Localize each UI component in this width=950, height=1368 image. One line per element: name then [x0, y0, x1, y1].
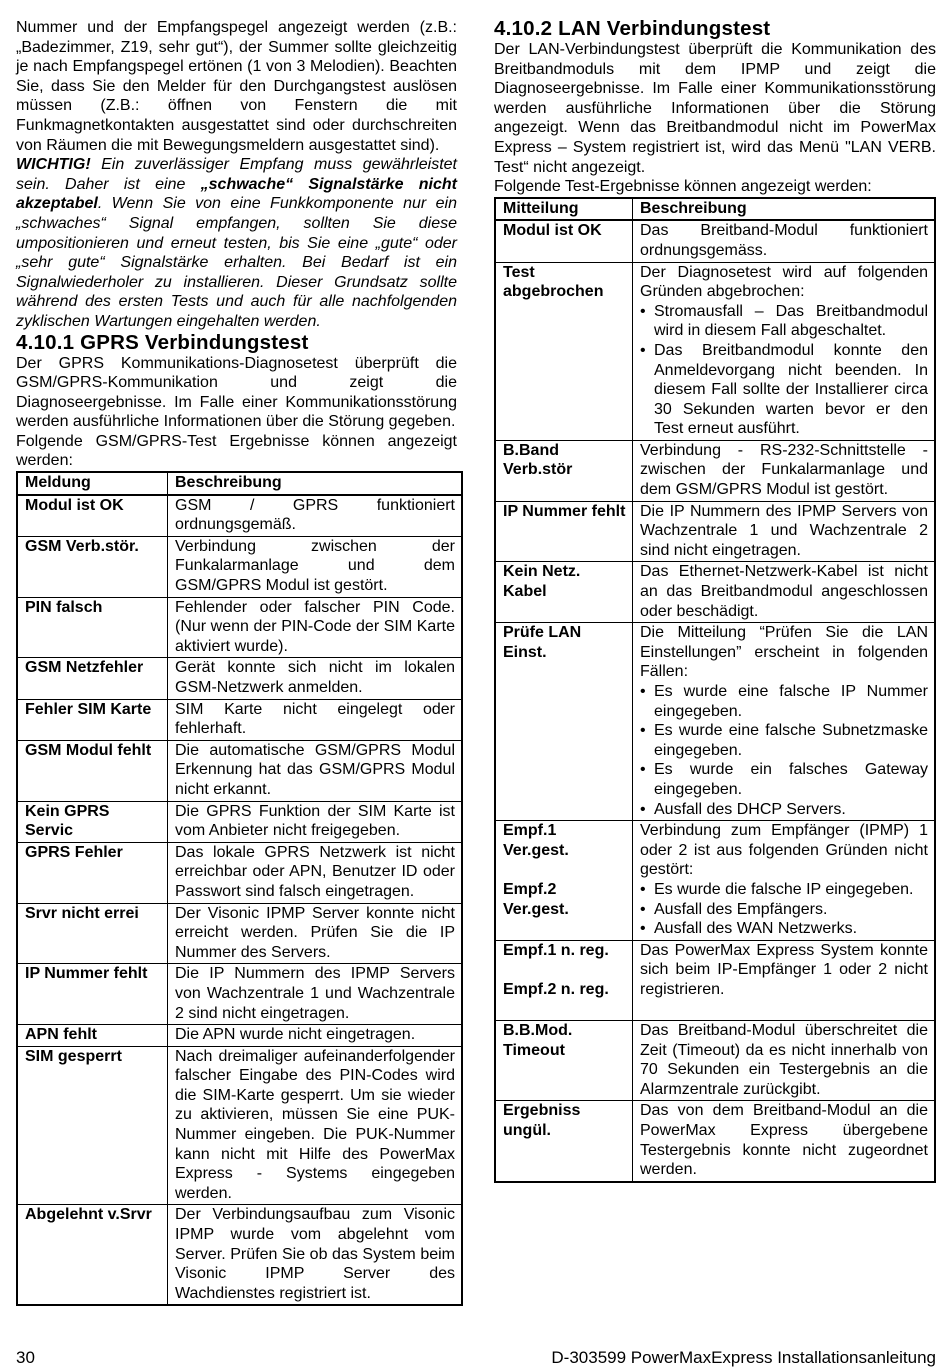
list-item: • Es wurde eine falsche IP Nummer eingegeben. [654, 682, 928, 721]
table-row [495, 821, 935, 941]
bullet-list [640, 880, 928, 939]
message-key: GSM Netzfehler [17, 658, 168, 699]
document-title: D-303599 PowerMaxExpress Installationsanleitung [551, 1348, 936, 1367]
table-row [17, 1046, 462, 1205]
column-header-mitteilung: Mitteilung [495, 198, 633, 221]
table-row [495, 262, 935, 440]
message-description: Das Breitband-Modul überschreitet die Zeit (Timeout) da es nicht innerhalb von 70 Sekunden ein Testergebnis an die Alarmzentrale zurückgibt. [633, 1021, 936, 1101]
right-column [494, 18, 936, 1183]
description-text: Verbindung zum Empfänger (IPMP) 1 oder 2 ist aus folgenden Gründen nicht gestört: [640, 822, 928, 879]
lan-description: Der LAN-Verbindungstest überprüft die Kommunikation des Breitbandmoduls mit dem IPMP und zeigt die Diagnoseergebnisse. Im Falle einer Kommunikationsstörung werden ausführliche Informationen über die Störung angezeigt. Wenn das Breitbandmodul nicht im PowerMax Express – System registriert ist, wird das Menü "LAN VERB. Test“ nicht angezeigt. [494, 41, 936, 176]
table-row [17, 699, 462, 740]
message-key: Modul ist OK [17, 495, 168, 537]
message-key: Kein GPRS Servic [17, 801, 168, 842]
description-text: Die Mitteilung “Prüfen Sie die LAN Einstellungen” erscheint in folgenden Fällen: [640, 624, 928, 681]
message-description: Die automatische GSM/GPRS Modul Erkennung hat das GSM/GPRS Modul nicht erkannt. [168, 740, 463, 801]
message-key: GPRS Fehler [17, 842, 168, 903]
table-row [495, 220, 935, 262]
section-heading-lan: 4.10.2 LAN Verbindungstest [494, 17, 771, 40]
list-item: • Es wurde ein falsches Gateway eingegeben. [654, 760, 928, 799]
list-item: • Ausfall des WAN Netzwerks. [654, 919, 928, 939]
message-key: Test abgebrochen [495, 262, 633, 440]
table-header-row [17, 472, 462, 495]
warning-label: WICHTIG! [16, 156, 91, 174]
table-row [17, 903, 462, 964]
key-spacer [503, 1000, 626, 1020]
message-key: Prüfe LAN Einst. [495, 623, 633, 821]
key-line-2: Empf.2 Ver.gest. [503, 880, 569, 918]
list-item: • Es wurde eine falsche Subnetzmaske eingegeben. [654, 721, 928, 760]
key-line-1: Empf.1 n. reg. [503, 941, 609, 959]
message-description: Die IP Nummern des IPMP Servers von Wachzentrale 1 und Wachzentrale 2 sind nicht eingetragen. [633, 501, 936, 562]
message-key: Fehler SIM Karte [17, 699, 168, 740]
key-line-1: Empf.1 Ver.gest. [503, 822, 569, 859]
table-row [17, 740, 462, 801]
description-text: Der Diagnosetest wird auf folgenden Gründen abgebrochen: [640, 263, 928, 301]
bullet-list [640, 682, 928, 819]
message-key: PIN falsch [17, 597, 168, 658]
table-row [495, 501, 935, 562]
section-heading-gprs: 4.10.1 GPRS Verbindungstest [16, 330, 309, 354]
key-line-2: Empf.2 n. reg. [503, 980, 609, 998]
message-description: Das Ethernet-Netzwerk-Kabel ist nicht an das Breitbandmodul angeschlossen oder beschädigt. [633, 562, 936, 623]
message-key: GSM Verb.stör. [17, 536, 168, 597]
message-description: SIM Karte nicht eingelegt oder fehlerhaft. [168, 699, 463, 740]
message-key [495, 821, 633, 941]
list-item: • Ausfall des Empfängers. [654, 900, 928, 920]
message-key: Srvr nicht errei [17, 903, 168, 964]
message-description: GSM / GPRS funktioniert ordnungsgemäß. [168, 495, 463, 537]
list-item: • Stromausfall – Das Breitbandmodul wird in diesem Fall abgeschaltet. [654, 302, 928, 341]
message-description: Fehlender oder falscher PIN Code. (Nur wenn der PIN-Code der SIM Karte aktiviert wurde). [168, 597, 463, 658]
table-row [495, 940, 935, 1020]
table-row [495, 1021, 935, 1101]
table-row [17, 1025, 462, 1047]
message-key: GSM Modul fehlt [17, 740, 168, 801]
message-key: Ergebniss ungül. [495, 1101, 633, 1182]
message-description: Der Verbindungsaufbau zum Visonic IPMP wurde vom abgelehnt vom Server. Prüfen Sie ob das System beim Visonic IPMP Server des Wachdienstes registriert ist. [168, 1205, 463, 1305]
lan-results-table [494, 197, 936, 1183]
message-description: Das von dem Breitband-Modul an die PowerMax Express übergebene Testergebnis konnte nicht zugeordnet werden. [633, 1101, 936, 1182]
message-description: Verbindung - RS-232-Schnittstelle - zwischen der Funkalarmanlage und dem GSM/GPRS Modul ist gestört. [633, 440, 936, 501]
table-row [17, 842, 462, 903]
message-key: IP Nummer fehlt [495, 501, 633, 562]
list-item: • Das Breitbandmodul konnte den Anmeldevorgang nicht beenden. In diesem Fall sollte der Installierer circa 30 Sekunden warten bevor er den Test erneut ausführt. [654, 341, 928, 439]
key-spacer [503, 960, 626, 980]
message-description: Die IP Nummern des IPMP Servers von Wachzentrale 1 und Wachzentrale 2 sind nicht eingetragen. [168, 964, 463, 1025]
table-row [495, 1101, 935, 1182]
column-header-meldung: Meldung [17, 472, 168, 495]
table-header-row [495, 198, 935, 221]
table-row [495, 562, 935, 623]
warning-emphasis: „schwache“ Signalstärke nicht akzeptabel [16, 175, 458, 213]
table-row [495, 623, 935, 821]
message-description: Das Breitband-Modul funktioniert ordnungsgemäss. [633, 220, 936, 262]
table-row [17, 1205, 462, 1305]
message-description: Das PowerMax Express System konnte sich beim IP-Empfänger 1 oder 2 nicht registrieren. [633, 940, 936, 1020]
warning-paragraph [16, 155, 457, 331]
message-description: Die APN wurde nicht eingetragen. [168, 1025, 463, 1047]
list-item: • Ausfall des DHCP Servers. [654, 800, 928, 820]
bullet-list [640, 302, 928, 439]
message-key: B.Band Verb.stör [495, 440, 633, 501]
message-key: IP Nummer fehlt [17, 964, 168, 1025]
message-description [633, 821, 936, 941]
column-header-beschreibung: Beschreibung [633, 198, 936, 221]
message-key: B.B.Mod. Timeout [495, 1021, 633, 1101]
message-key: Kein Netz. Kabel [495, 562, 633, 623]
table-row [17, 801, 462, 842]
message-description: Der Visonic IPMP Server konnte nicht erreicht werden. Prüfen Sie die IP Nummer des Servers. [168, 903, 463, 964]
intro-paragraph: Nummer und der Empfangspegel angezeigt werden (z.B.: „Badezimmer, Z19, sehr gut“), der Summer sollte gleichzeitig je nach Empfangspegel ertönen (1 von 3 Melodien). Beachten Sie, dass Sie den Melder für den Durchgangstest auslösen müssen (Z.B.: öffnen von Fenstern die mit Funkmagnetkontakten ausgestattet sind oder durchschreiten von Räumen die mit Bewegungsmeldern ausgestattet sind). [16, 19, 457, 154]
message-description: Verbindung zwischen der Funkalarmanlage und dem GSM/GPRS Modul ist gestört. [168, 536, 463, 597]
message-description: Gerät konnte sich nicht im lokalen GSM-Netzwerk anmelden. [168, 658, 463, 699]
message-description [633, 623, 936, 821]
gprs-results-intro: Folgende GSM/GPRS-Test Ergebnisse können angezeigt werden: [16, 432, 457, 470]
table-row [495, 440, 935, 501]
column-header-beschreibung: Beschreibung [168, 472, 463, 495]
table-row [17, 536, 462, 597]
left-column [16, 18, 457, 1306]
gprs-description: Der GPRS Kommunikations-Diagnosetest überprüft die GSM/GPRS-Kommunikation und zeigt die Diagnoseergebnisse. Im Falle einer Kommunikationsstörung werden ausführliche Informationen über die Störung gegeben. [16, 354, 457, 431]
message-description: Das lokale GPRS Netzwerk ist nicht erreichbar oder APN, Benutzer ID oder Passwort sind falsch eingetragen. [168, 842, 463, 903]
message-description: Nach dreimaliger aufeinanderfolgender falscher Eingabe des PIN-Codes wird die SIM-Karte gesperrt. Um sie wieder zu aktivieren, müssen Sie eine PUK-Nummer eingeben. Die PUK-Nummer kann nicht mit Hilfe des PowerMax Express - Systems eingegeben werden. [168, 1046, 463, 1205]
warning-text-2: . Wenn Sie von eine Funkkomponente nur ein „schwaches“ Signal empfangen, sollten Sie diese umpositionieren und erneut testen, bis Sie eine „gute“ oder „sehr gute“ Signalstärke erhalten. Bei Bedarf ist ein Signalwiederholer zu installieren. Dieser Grundsatz sollte während des ersten Tests und auch für alle nachfolgenden zyklischen Wartungen eingehalten werden. [16, 195, 457, 330]
message-key: SIM gesperrt [17, 1046, 168, 1205]
table-row [17, 495, 462, 537]
message-description [633, 262, 936, 440]
message-description: Die GPRS Funktion der SIM Karte ist vom Anbieter nicht freigegeben. [168, 801, 463, 842]
message-key: APN fehlt [17, 1025, 168, 1047]
table-row [17, 597, 462, 658]
key-spacer [503, 860, 626, 880]
table-row [17, 964, 462, 1025]
lan-results-intro: Folgende Test-Ergebnisse können angezeigt werden: [494, 178, 872, 196]
message-key [495, 940, 633, 1020]
message-key: Modul ist OK [495, 220, 633, 262]
gprs-results-table [16, 471, 463, 1306]
page-number: 30 [16, 1348, 35, 1367]
message-key: Abgelehnt v.Srvr [17, 1205, 168, 1305]
warning-text-1: Ein zuverlässiger Empfang muss gewährleistet sein. Daher ist eine [16, 156, 457, 193]
table-row [17, 658, 462, 699]
list-item: • Es wurde die falsche IP eingegeben. [654, 880, 928, 900]
